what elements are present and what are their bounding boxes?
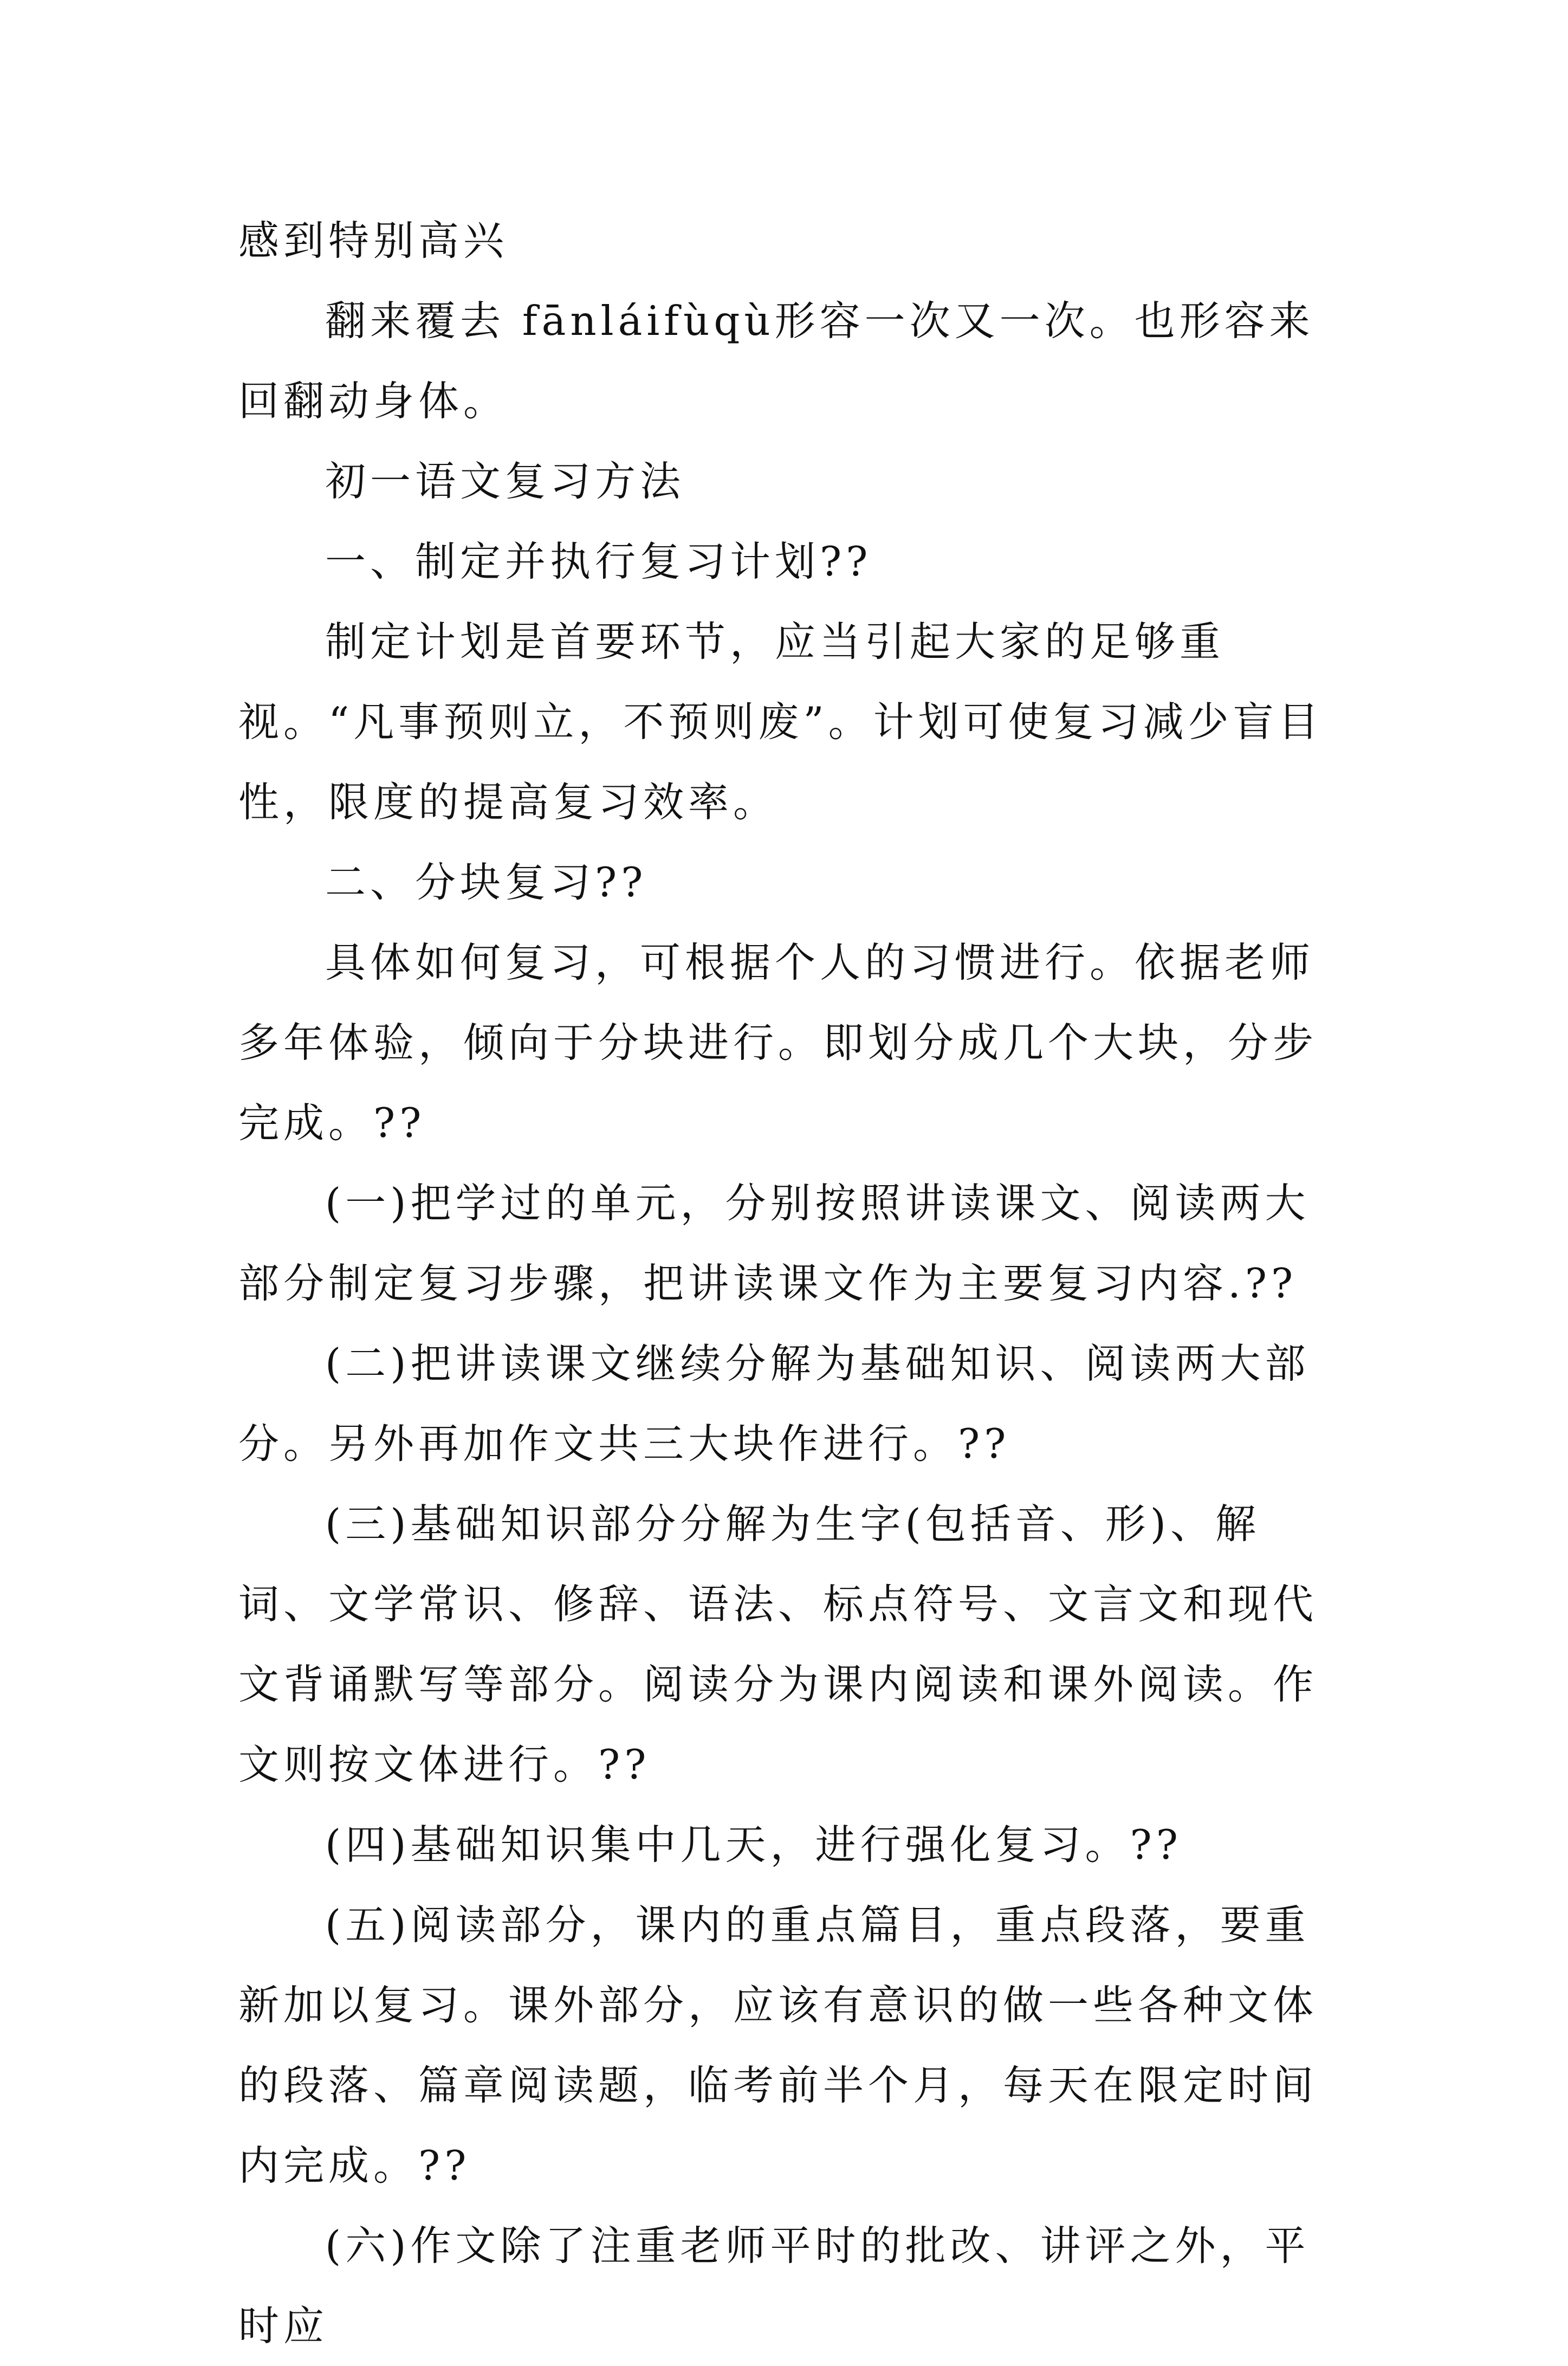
list-item-5: (五)阅读部分，课内的重点篇目，重点段落，要重新加以复习。课外部分，应该有意识的做一些各种文体的段落、篇章阅读题，临考前半个月，每天在限定时间内完成。?? [238,1901,1318,2189]
body-text [238,201,1344,2366]
list-item-3: (三)基础知识部分分解为生字(包括音、形)、解词、文学常识、修辞、语法、标点符号、文言文和现代文背诵默写等部分。阅读分为课内阅读和课外阅读。作文则按文体进行。?? [238,1500,1318,1788]
list-item-1: (一)把学过的单元，分别按照讲读课文、阅读两大部分制定复习步骤，把讲读课文作为主要复习内容.?? [238,1179,1310,1307]
heading-2: 二、分块复习?? [325,858,647,906]
paragraph-1: 感到特别高兴 [238,217,509,264]
list-item-2: (二)把讲读课文继续分解为基础知识、阅读两大部分。另外再加作文共三大块作进行。?? [238,1340,1310,1468]
paragraph-3: 制定计划是首要环节，应当引起大家的足够重视。“凡事预则立，不预则废”。计划可使复习减少盲目性，限度的提高复习效率。 [238,618,1323,826]
list-item-6: (六)作文除了注重老师平时的批改、讲评之外，平时应 [238,2222,1310,2350]
heading-1: 一、制定并执行复习计划?? [325,538,872,585]
section-title: 初一语文复习方法 [325,457,685,505]
list-item-4: (四)基础知识集中几天，进行强化复习。?? [325,1821,1182,1869]
paragraph-4: 具体如何复习，可根据个人的习惯进行。依据老师多年体验，倾向于分块进行。即划分成几个大块，分步完成。?? [238,939,1318,1147]
paragraph-2: 翻来覆去 fānláifùqù形容一次又一次。也形容来回翻动身体。 [238,297,1314,425]
